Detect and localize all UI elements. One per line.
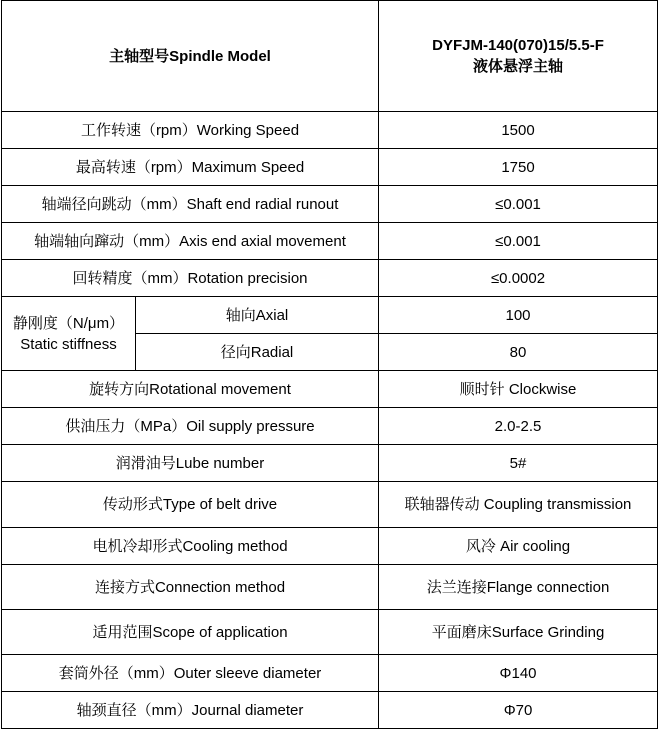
table-row xyxy=(2,610,658,655)
row-value: 1750 xyxy=(379,149,658,186)
row-value: 5# xyxy=(379,445,658,482)
model-number: DYFJM-140(070)15/5.5-F xyxy=(432,37,604,54)
table-row xyxy=(2,445,658,482)
row-label: 轴端轴向蹿动（mm）Axis end axial movement xyxy=(2,223,379,260)
table-row xyxy=(2,565,658,610)
spindle-spec-table xyxy=(1,0,658,729)
row-value: 2.0-2.5 xyxy=(379,408,658,445)
table-row xyxy=(2,528,658,565)
row-label: 旋转方向Rotational movement xyxy=(2,371,379,408)
row-value: Φ70 xyxy=(379,692,658,729)
row-value: 法兰连接Flange connection xyxy=(379,565,658,610)
spindle-model-label: 主轴型号Spindle Model xyxy=(2,1,379,112)
row-value: 顺时针 Clockwise xyxy=(379,371,658,408)
axial-value: 100 xyxy=(379,297,658,334)
spindle-model-value xyxy=(379,1,658,112)
row-label: 回转精度（mm）Rotation precision xyxy=(2,260,379,297)
axial-label: 轴向Axial xyxy=(136,297,379,334)
table-row xyxy=(2,482,658,528)
row-label: 轴颈直径（mm）Journal diameter xyxy=(2,692,379,729)
stiffness-row-axial xyxy=(2,297,658,334)
row-label: 适用范围Scope of application xyxy=(2,610,379,655)
table-row xyxy=(2,223,658,260)
row-value: ≤0.001 xyxy=(379,223,658,260)
row-value: ≤0.0002 xyxy=(379,260,658,297)
table-row xyxy=(2,408,658,445)
row-label: 轴端径向跳动（mm）Shaft end radial runout xyxy=(2,186,379,223)
row-value: 平面磨床Surface Grinding xyxy=(379,610,658,655)
row-label: 连接方式Connection method xyxy=(2,565,379,610)
table-row xyxy=(2,655,658,692)
table-row xyxy=(2,149,658,186)
row-label: 套筒外径（mm）Outer sleeve diameter xyxy=(2,655,379,692)
row-value: Φ140 xyxy=(379,655,658,692)
table-row xyxy=(2,186,658,223)
static-stiffness-en: Static stiffness xyxy=(20,335,117,353)
table-row xyxy=(2,371,658,408)
row-value: ≤0.001 xyxy=(379,186,658,223)
radial-value: 80 xyxy=(379,334,658,371)
table-row xyxy=(2,692,658,729)
row-label: 电机冷却形式Cooling method xyxy=(2,528,379,565)
table-row xyxy=(2,112,658,149)
row-label: 最高转速（rpm）Maximum Speed xyxy=(2,149,379,186)
row-value: 联轴器传动 Coupling transmission xyxy=(379,482,658,528)
row-label: 传动形式Type of belt drive xyxy=(2,482,379,528)
radial-label: 径向Radial xyxy=(136,334,379,371)
row-label: 润滑油号Lube number xyxy=(2,445,379,482)
header-row xyxy=(2,1,658,112)
row-label: 供油压力（MPa）Oil supply pressure xyxy=(2,408,379,445)
table-row xyxy=(2,260,658,297)
row-value: 1500 xyxy=(379,112,658,149)
model-type: 液体悬浮主轴 xyxy=(473,58,564,75)
static-stiffness-cn: 静刚度（N/μm） xyxy=(12,314,125,332)
static-stiffness-label xyxy=(2,297,136,371)
row-label: 工作转速（rpm）Working Speed xyxy=(2,112,379,149)
row-value: 风冷 Air cooling xyxy=(379,528,658,565)
